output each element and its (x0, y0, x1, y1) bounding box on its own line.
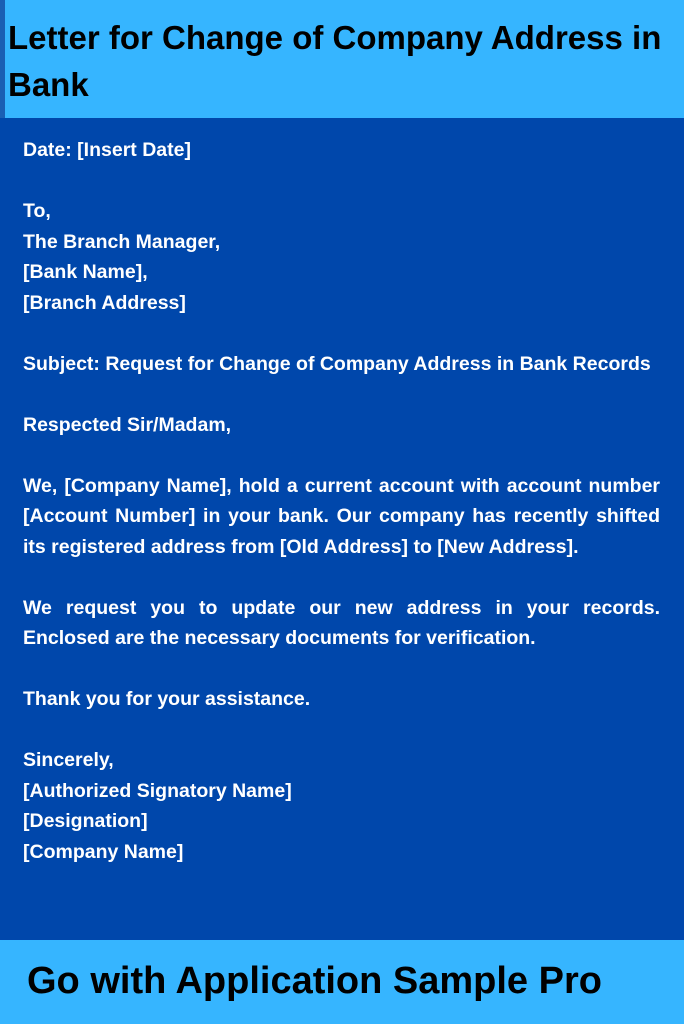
recipient-line: [Bank Name], (23, 261, 148, 283)
recipient-line: The Branch Manager, (23, 230, 221, 253)
header-banner (0, 0, 684, 118)
letter-body (23, 135, 660, 867)
closing-line: Sincerely, (23, 749, 114, 771)
closing-block (23, 745, 660, 867)
recipient-line: To, (23, 200, 51, 222)
recipient-block (23, 196, 660, 318)
closing-line: [Company Name] (23, 840, 184, 863)
letter-salutation: Respected Sir/Madam, (23, 413, 232, 436)
footer-banner (0, 940, 684, 1024)
footer-brand: Go with Application Sample Pro (27, 960, 602, 1002)
letter-date: Date: [Insert Date] (23, 139, 191, 161)
letter-thanks: Thank you for your assistance. (23, 688, 311, 710)
closing-line: [Authorized Signatory Name] (23, 779, 292, 802)
page-title: Letter for Change of Company Address in Bank (8, 19, 662, 103)
letter-panel (0, 118, 684, 940)
recipient-line: [Branch Address] (23, 291, 186, 314)
closing-line: [Designation] (23, 810, 148, 832)
letter-paragraph-2: We request you to update our new address in your records. Enclosed are the necessary documents for verification. (23, 596, 660, 649)
letter-paragraph-1: We, [Company Name], hold a current account with account number [Account Number] in your bank. Our company has recently shifted its registered address from [Old Address] to [New Address]. (23, 474, 660, 558)
letter-subject: Subject: Request for Change of Company Address in Bank Records (23, 352, 651, 375)
